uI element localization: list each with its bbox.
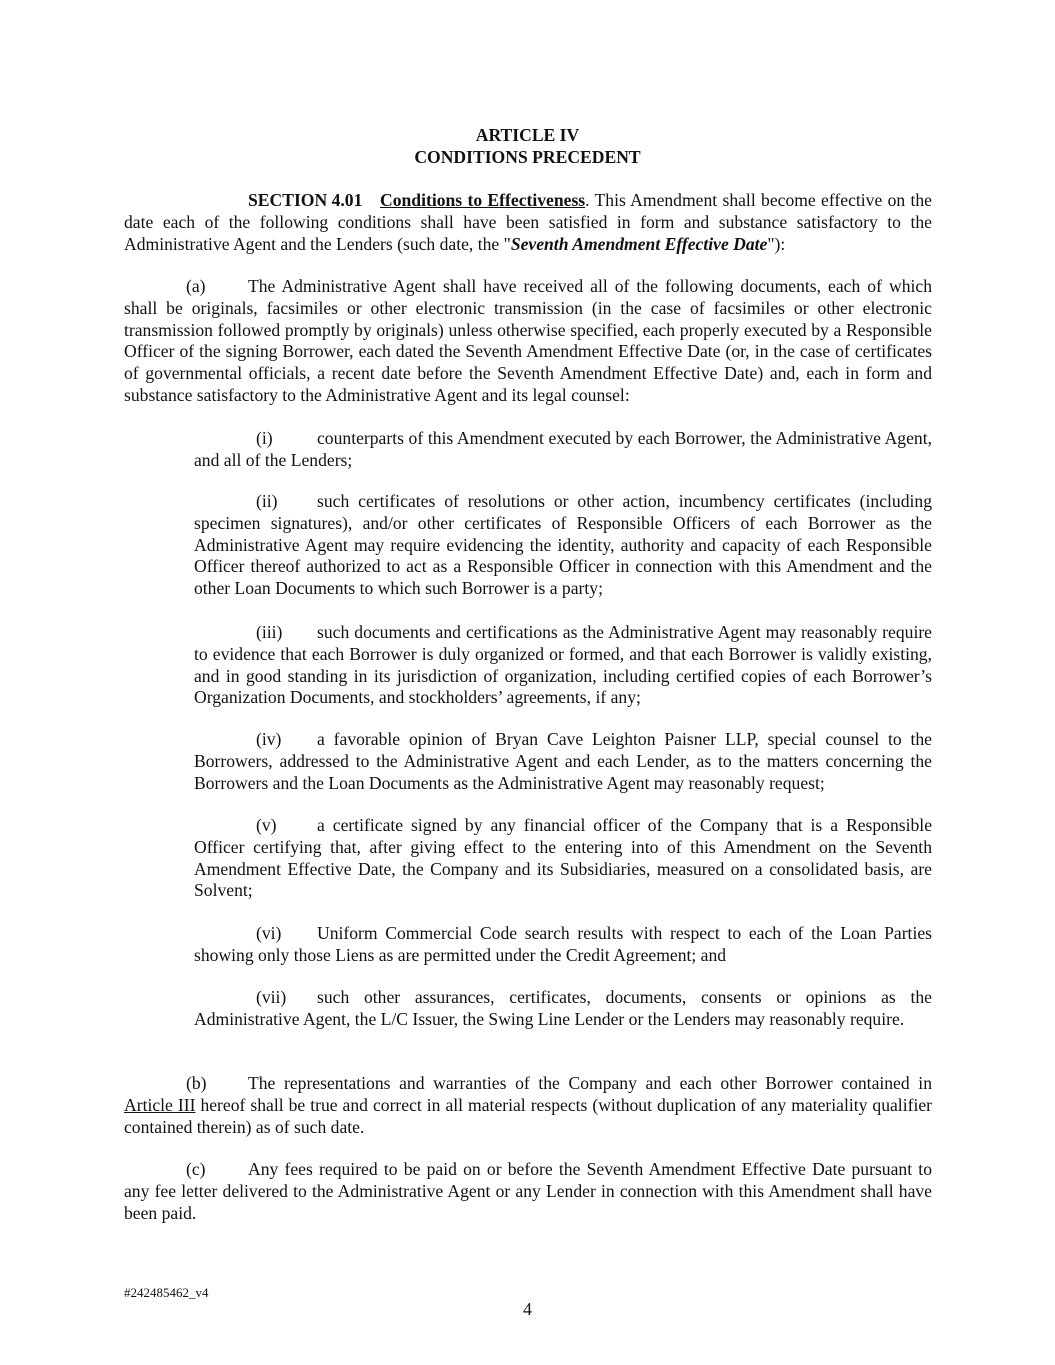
list-item-text: a certificate signed by any financial officer of the Company that is a Responsible Officer certifying that, after giving effect to the entering into of this Amendment on the Seventh Amendment Effective Date, the Company and its Subsidiaries, measured on a consolidated basis, are Solvent; bbox=[194, 815, 932, 901]
list-item-text: such other assurances, certificates, documents, consents or opinions as the Administrative Agent, the L/C Issuer, the Swing Line Lender or the Lenders may reasonably require. bbox=[194, 987, 932, 1029]
paragraph-c-label: (c) bbox=[186, 1159, 206, 1179]
paragraph-b-text-start: The representations and warranties of the Company and each other Borrower contained in bbox=[248, 1073, 932, 1093]
list-item-text: a favorable opinion of Bryan Cave Leighton Paisner LLP, special counsel to the Borrowers, addressed to the Administrative Agent and each Lender, as to the matters concerning the Borrowers and the Loan Documents as the Administrative Agent may reasonably request; bbox=[194, 729, 932, 793]
list-item-label: (i) bbox=[256, 428, 273, 448]
list-item bbox=[194, 729, 932, 794]
page-number: 4 bbox=[523, 1299, 532, 1319]
list-item-label: (vii) bbox=[256, 987, 287, 1007]
paragraph-a-label: (a) bbox=[186, 276, 206, 296]
section-4-01 bbox=[124, 190, 932, 255]
paragraph-b-text-end: hereof shall be true and correct in all material respects (without duplication of any materiality qualifier contained therein) as of such date. bbox=[124, 1094, 932, 1137]
list-item-label: (iii) bbox=[256, 622, 283, 642]
list-item-label: (iv) bbox=[256, 729, 282, 749]
section-heading: Conditions to Effectiveness bbox=[380, 190, 586, 210]
list-item-text: counterparts of this Amendment executed by each Borrower, the Administrative Agent, and all of the Lenders; bbox=[194, 428, 932, 470]
list-item bbox=[194, 923, 932, 967]
section-text-end: "): bbox=[767, 233, 786, 254]
list-item-text: such documents and certifications as the Administrative Agent may reasonably require to evidence that each Borrower is duly organized or formed, and that each Borrower is validly existing, and in good standing in its jurisdiction of organization, including certified copies of each Borrower’s Organization Documents, and stockholders’ agreements, if any; bbox=[194, 622, 932, 708]
paragraph-b bbox=[124, 1073, 932, 1138]
list-item bbox=[194, 622, 932, 709]
article-iii-reference: Article III bbox=[124, 1094, 196, 1115]
article-number: ARTICLE IV bbox=[475, 125, 580, 145]
list-item bbox=[194, 491, 932, 600]
list-item-label: (ii) bbox=[256, 491, 278, 511]
section-text-start: . This Amendment shall become effective on the date each of the following conditions shall have been satisfied in form and substance satisfactory to the Administrative Agent and the Lenders (such date, the " bbox=[124, 190, 932, 254]
article-title: CONDITIONS PRECEDENT bbox=[414, 147, 641, 167]
defined-term: Seventh Amendment Effective Date bbox=[510, 233, 768, 254]
list-item bbox=[194, 815, 932, 902]
paragraph-a-text: The Administrative Agent shall have received all of the following documents, each of which shall be originals, facsimiles or other electronic transmission (in the case of facsimiles or other electronic transmission followed promptly by originals) unless otherwise specified, each properly executed by a Responsible Officer of the signing Borrower, each dated the Seventh Amendment Effective Date (or, in the case of certificates of governmental officials, a recent date before the Seventh Amendment Effective Date) and, each in form and substance satisfactory to the Administrative Agent and its legal counsel: bbox=[124, 276, 932, 405]
paragraph-a bbox=[124, 276, 932, 407]
list-item bbox=[194, 987, 932, 1031]
list-item bbox=[194, 428, 932, 472]
paragraph-c bbox=[124, 1159, 932, 1224]
list-item-text: such certificates of resolutions or other action, incumbency certificates (including specimen signatures), and/or other certificates of Responsible Officers of each Borrower as the Administrative Agent may require evidencing the identity, authority and capacity of each Responsible Officer thereof authorized to act as a Responsible Officer in connection with this Amendment and the other Loan Documents to which such Borrower is a party; bbox=[194, 491, 932, 599]
list-item-label: (v) bbox=[256, 815, 277, 835]
paragraph-b-label: (b) bbox=[186, 1073, 207, 1093]
list-item-text: Uniform Commercial Code search results with respect to each of the Loan Parties showing only those Liens as are permitted under the Credit Agreement; and bbox=[194, 923, 932, 965]
section-label: SECTION 4.01 bbox=[248, 190, 363, 210]
list-item-label: (vi) bbox=[256, 923, 282, 943]
document-id: #242485462_v4 bbox=[124, 1285, 209, 1300]
paragraph-c-text: Any fees required to be paid on or before the Seventh Amendment Effective Date pursuant to any fee letter delivered to the Administrative Agent or any Lender in connection with this Amendment shall have been paid. bbox=[124, 1159, 932, 1223]
